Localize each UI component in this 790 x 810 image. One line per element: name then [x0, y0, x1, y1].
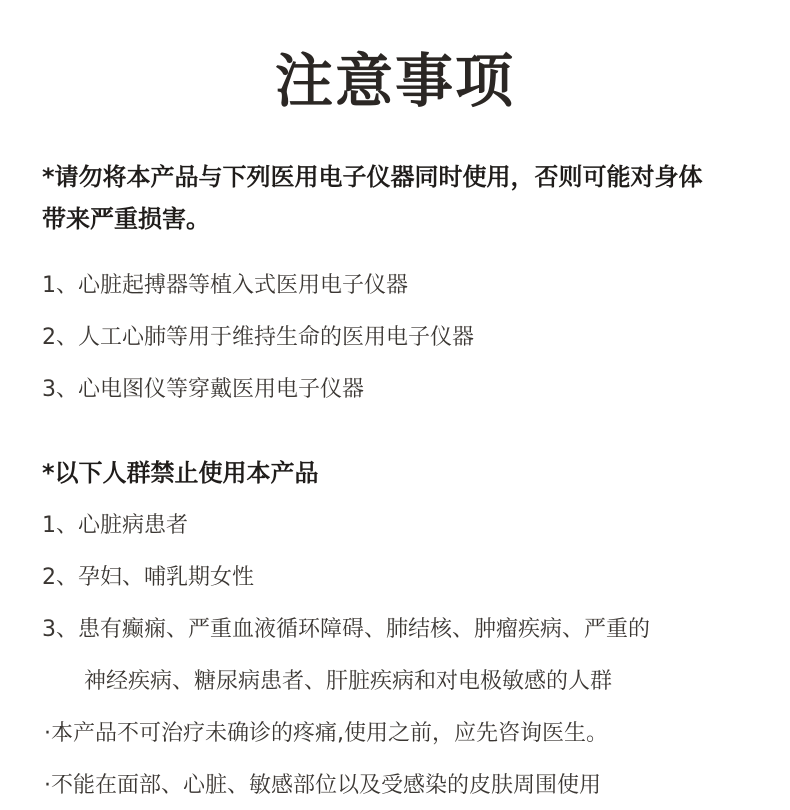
prohibited-heading: *以下人群禁止使用本产品 — [42, 459, 319, 487]
list-item: 1、心脏病患者 — [42, 513, 188, 538]
list-item: 2、孕妇、哺乳期女性 — [42, 565, 254, 590]
list-item: 2、人工心肺等用于维持生命的医用电子仪器 — [42, 325, 474, 350]
list-item: 3、心电图仪等穿戴医用电子仪器 — [42, 377, 364, 402]
page-title: 注意事项 — [274, 47, 515, 115]
list-item-continuation: 神经疾病、糖尿病患者、肝脏疾病和对电极敏感的人群 — [84, 669, 613, 694]
note-line: ·不能在面部、心脏、敏感部位以及受感染的皮肤周围使用 — [44, 773, 601, 798]
warning-heading-line1: *请勿将本产品与下列医用电子仪器同时使用，否则可能对身体 — [42, 163, 703, 191]
list-item: 3、患有癫痫、严重血液循环障碍、肺结核、肿瘤疾病、严重的 — [42, 617, 650, 642]
list-item: 1、心脏起搏器等植入式医用电子仪器 — [42, 273, 408, 298]
warning-heading-line2: 带来严重损害。 — [42, 205, 210, 233]
note-line: ·本产品不可治疗未确诊的疼痛,使用之前，应先咨询医生。 — [44, 721, 608, 746]
